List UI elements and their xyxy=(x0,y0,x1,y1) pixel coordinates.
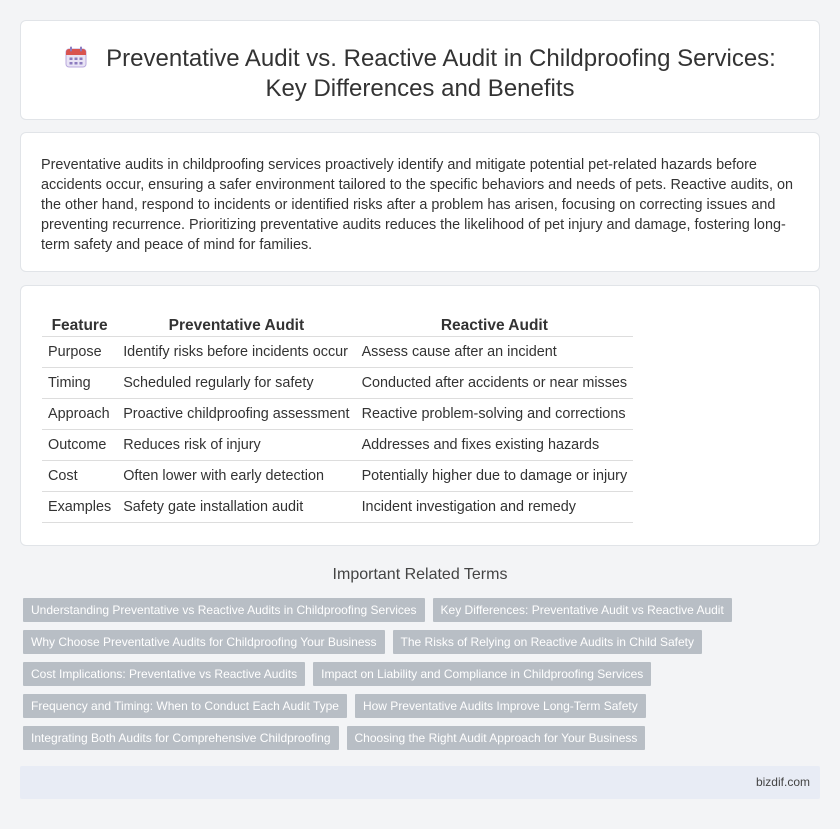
related-term-link[interactable]: Integrating Both Audits for Comprehensive Childproofing xyxy=(23,726,339,750)
table-row xyxy=(42,399,633,430)
related-term-link[interactable]: How Preventative Audits Improve Long-Term Safety xyxy=(355,694,646,718)
page-title-text: Preventative Audit vs. Reactive Audit in Childproofing Services: Key Differences and Benefits xyxy=(106,45,776,102)
tag-row xyxy=(23,726,823,750)
related-term-link[interactable]: Why Choose Preventative Audits for Childproofing Your Business xyxy=(23,630,385,654)
table-cell: Safety gate installation audit xyxy=(117,492,355,523)
footer-brand-link[interactable]: bizdif.com xyxy=(755,775,810,789)
table-cell: Proactive childproofing assessment xyxy=(117,399,355,430)
table-cell: Outcome xyxy=(42,430,117,461)
summary-card xyxy=(20,132,820,272)
comparison-table xyxy=(42,314,633,523)
related-term-link[interactable]: Understanding Preventative vs Reactive Audits in Childproofing Services xyxy=(23,598,425,622)
table-cell: Approach xyxy=(42,399,117,430)
table-cell: Incident investigation and remedy xyxy=(356,492,634,523)
table-cell: Reactive problem-solving and corrections xyxy=(356,399,634,430)
column-header-feature: Feature xyxy=(42,314,117,337)
table-cell: Potentially higher due to damage or injury xyxy=(356,461,634,492)
table-cell: Cost xyxy=(42,461,117,492)
related-term-link[interactable]: Key Differences: Preventative Audit vs Reactive Audit xyxy=(433,598,732,622)
summary-text: Preventative audits in childproofing services proactively identify and mitigate potential pet-related hazards before accidents occur, ensuring a safer environment tailored to the specific behaviors and needs of pets. Reactive audits, on the other hand, respond to incidents or identified risks after a problem has arisen, focusing on correcting issues and preventing recurrence. Prioritizing preventative audits reduces the likelihood of pet injury and damage, fostering long-term safety and peace of mind for families. xyxy=(41,157,793,253)
related-terms-list xyxy=(23,598,823,758)
tag-row xyxy=(23,694,823,718)
table-cell: Assess cause after an incident xyxy=(356,337,634,368)
table-header-row xyxy=(42,314,633,337)
table-cell: Conducted after accidents or near misses xyxy=(356,368,634,399)
tag-row xyxy=(23,598,823,622)
column-header-reactive: Reactive Audit xyxy=(356,314,634,337)
related-term-link[interactable]: Frequency and Timing: When to Conduct Each Audit Type xyxy=(23,694,347,718)
table-cell: Often lower with early detection xyxy=(117,461,355,492)
column-header-preventative: Preventative Audit xyxy=(117,314,355,337)
header-card xyxy=(20,20,820,120)
related-terms-title: Important Related Terms xyxy=(332,566,508,583)
table-row xyxy=(42,337,633,368)
tag-row xyxy=(23,662,823,686)
calendar-icon xyxy=(64,45,88,69)
footer xyxy=(20,766,820,799)
table-cell: Reduces risk of injury xyxy=(117,430,355,461)
page-title xyxy=(61,44,779,104)
table-row xyxy=(42,368,633,399)
comparison-card xyxy=(20,285,820,546)
related-term-link[interactable]: Cost Implications: Preventative vs Reactive Audits xyxy=(23,662,305,686)
table-cell: Addresses and fixes existing hazards xyxy=(356,430,634,461)
table-cell: Timing xyxy=(42,368,117,399)
table-row xyxy=(42,430,633,461)
related-term-link[interactable]: Impact on Liability and Compliance in Childproofing Services xyxy=(313,662,651,686)
related-term-link[interactable]: The Risks of Relying on Reactive Audits in Child Safety xyxy=(393,630,702,654)
tag-row xyxy=(23,630,823,654)
table-cell: Examples xyxy=(42,492,117,523)
table-cell: Identify risks before incidents occur xyxy=(117,337,355,368)
table-cell: Scheduled regularly for safety xyxy=(117,368,355,399)
table-row xyxy=(42,461,633,492)
table-row xyxy=(42,492,633,523)
related-term-link[interactable]: Choosing the Right Audit Approach for Your Business xyxy=(347,726,646,750)
table-cell: Purpose xyxy=(42,337,117,368)
